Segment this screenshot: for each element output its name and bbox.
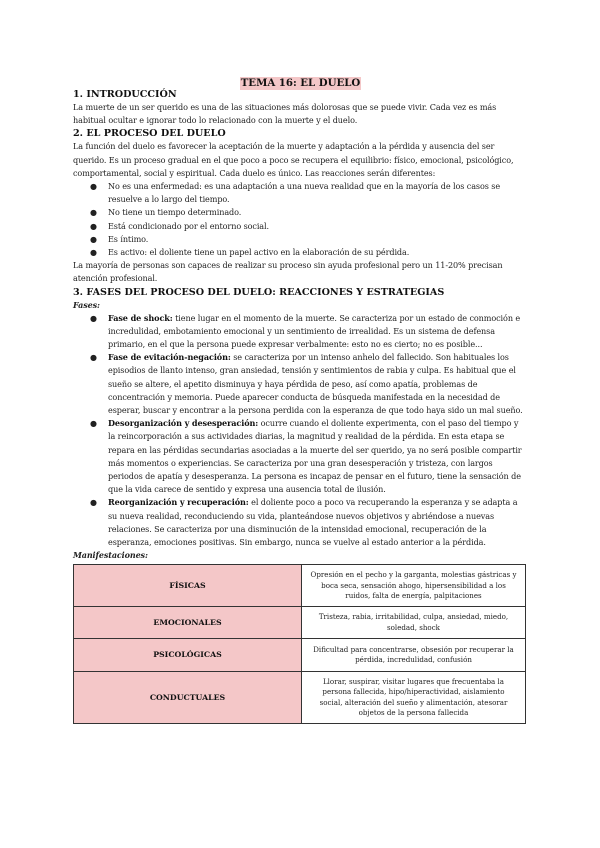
description-cell: Dificultad para concentrarse, obsesión por recuperar la pérdida, incredulidad, confusión — [302, 639, 526, 672]
section-heading-proceso: 2. EL PROCESO DEL DUELO — [73, 128, 226, 140]
list-item — [73, 220, 528, 233]
table-row — [74, 639, 526, 672]
document-title: TEMA 16: EL DUELO — [240, 77, 361, 89]
list-item — [73, 180, 528, 206]
phase-item-shock — [73, 312, 528, 352]
bullet-icon: ● — [90, 208, 97, 218]
fases-list — [73, 312, 528, 550]
table-row — [74, 607, 526, 639]
bullet-icon: ● — [90, 248, 97, 258]
list-item-text: Es activo: el doliente tiene un papel activo en la elaboración de su pérdida. — [108, 247, 410, 258]
phase-item-reorganizacion — [73, 496, 528, 549]
proceso-intro-paragraph: La función del duelo es favorecer la aceptación de la muerte y adaptación a la pérdida y ausencia del ser querido. Es un proceso gradual en el que poco a poco se recupera el equilibrio: físico, emocional, psicológico, comportamental, social y espiritual. Cada duelo es único. Las reacciones serán diferentes: — [73, 141, 514, 178]
list-item-text: Está condicionado por el entorno social. — [108, 220, 269, 231]
category-cell: FÍSICAS — [74, 565, 302, 607]
phase-name: Desorganización y desesperación: — [108, 418, 259, 429]
phase-text: se caracteriza por un intenso anhelo del fallecido. Son habituales los episodios de llanto intenso, gran ansiedad, tensión y sentimientos de rabia y culpa. Es habitual que el sueño se altere, el apetito disminuya y haya pérdida de peso, así como apatía, problemas de concentración y memoria. Puede aparecer conducta de búsqueda manifestada en la necesidad de esperar, buscar y encontrar a la persona perdida con la esperanza de que todo haya sido un mal sueño. — [108, 352, 523, 416]
table-row — [74, 565, 526, 607]
phase-text: tiene lugar en el momento de la muerte. Se caracteriza por un estado de conmoción e incredulidad, embotamiento emocional y un sentimiento de irrealidad. Es un sistema de defensa primario, en el que la persona puede expresar verbalmente: esto no es cierto; no es posible... — [108, 312, 521, 350]
list-item — [73, 246, 528, 259]
bullet-icon: ● — [90, 313, 97, 323]
table-row — [74, 672, 526, 724]
proceso-outro-paragraph: La mayoría de personas son capaces de realizar su proceso sin ayuda profesional pero un 11-20% precisan atención profesional. — [73, 260, 503, 284]
list-item-text: No tiene un tiempo determinado. — [108, 207, 242, 218]
document-page — [73, 71, 528, 724]
section-heading-introduccion: 1. INTRODUCCIÓN — [73, 89, 177, 100]
bullet-icon: ● — [90, 353, 97, 363]
manifestaciones-label: Manifestaciones: — [73, 550, 148, 561]
phase-name: Fase de evitación-negación: — [108, 352, 231, 363]
list-item — [73, 206, 528, 219]
intro-paragraph: La muerte de un ser querido es una de las situaciones más dolorosas que se puede vivir. Cada vez es más habitual ocultar e ignorar todo lo relacionado con la muerte y el duelo. — [73, 102, 497, 126]
bullet-icon: ● — [90, 221, 97, 231]
list-item-text: No es una enfermedad: es una adaptación a una nueva realidad que en la mayoría de los casos se resuelve a lo largo del tiempo. — [108, 181, 501, 205]
description-cell: Llorar, suspirar, visitar lugares que frecuentaba la persona fallecida, hipo/hiperactividad, aislamiento social, alteración del sueño y alimentación, atesorar objetos de la persona fallecida — [302, 672, 526, 724]
category-cell: CONDUCTUALES — [74, 672, 302, 724]
fases-subheading: Fases: — [73, 299, 100, 310]
phase-name: Reorganización y recuperación: — [108, 497, 249, 508]
bullet-icon: ● — [90, 419, 97, 429]
bullet-icon: ● — [90, 498, 97, 508]
phase-name: Fase de shock: — [108, 312, 173, 323]
description-cell: Opresión en el pecho y la garganta, molestias gástricas y boca seca, sensación ahogo, hipersensibilidad a los ruidos, falta de energía, palpitaciones — [302, 565, 526, 607]
bullet-icon: ● — [90, 234, 97, 244]
phase-item-desorganizacion — [73, 417, 528, 496]
bullet-icon: ● — [90, 182, 97, 192]
category-cell: PSICOLÓGICAS — [74, 639, 302, 672]
list-item — [73, 233, 528, 246]
proceso-bullet-list — [73, 180, 528, 259]
category-cell: EMOCIONALES — [74, 607, 302, 639]
section-heading-fases: 3. FASES DEL PROCESO DEL DUELO: REACCIONES Y ESTRATEGIAS — [73, 286, 445, 298]
phase-item-evitacion — [73, 351, 528, 417]
phase-text: el doliente poco a poco va recuperando la esperanza y se adapta a su nueva realidad, reconduciendo su vida, planteándose nuevos objetivos y abriéndose a nuevas relaciones. Se caracteriza por una disminución de la intensidad emocional, recuperación de la esperanza, emociones positivas. Sin embargo, nunca se vuelve al estado anterior a la pérdida. — [108, 497, 518, 548]
phase-text: ocurre cuando el doliente experimenta, con el paso del tiempo y la reincorporación a sus actividades diarias, la magnitud y realidad de la pérdida. En esta etapa se repara en las pérdidas secundarias asociadas a la muerte del ser querido, ya no será posible compartir más momentos o experiencias. Se caracteriza por una gran desesperación y tristeza, con largos periodos de apatía y desesperanza. La persona es incapaz de pensar en el futuro, tiene la sensación de que la vida carece de sentido y expresa una ausencia total de ilusión. — [108, 418, 522, 495]
manifestations-table — [73, 564, 526, 724]
list-item-text: Es íntimo. — [108, 233, 149, 244]
title-wrap — [73, 71, 528, 89]
description-cell: Tristeza, rabia, irritabilidad, culpa, ansiedad, miedo, soledad, shock — [302, 607, 526, 639]
